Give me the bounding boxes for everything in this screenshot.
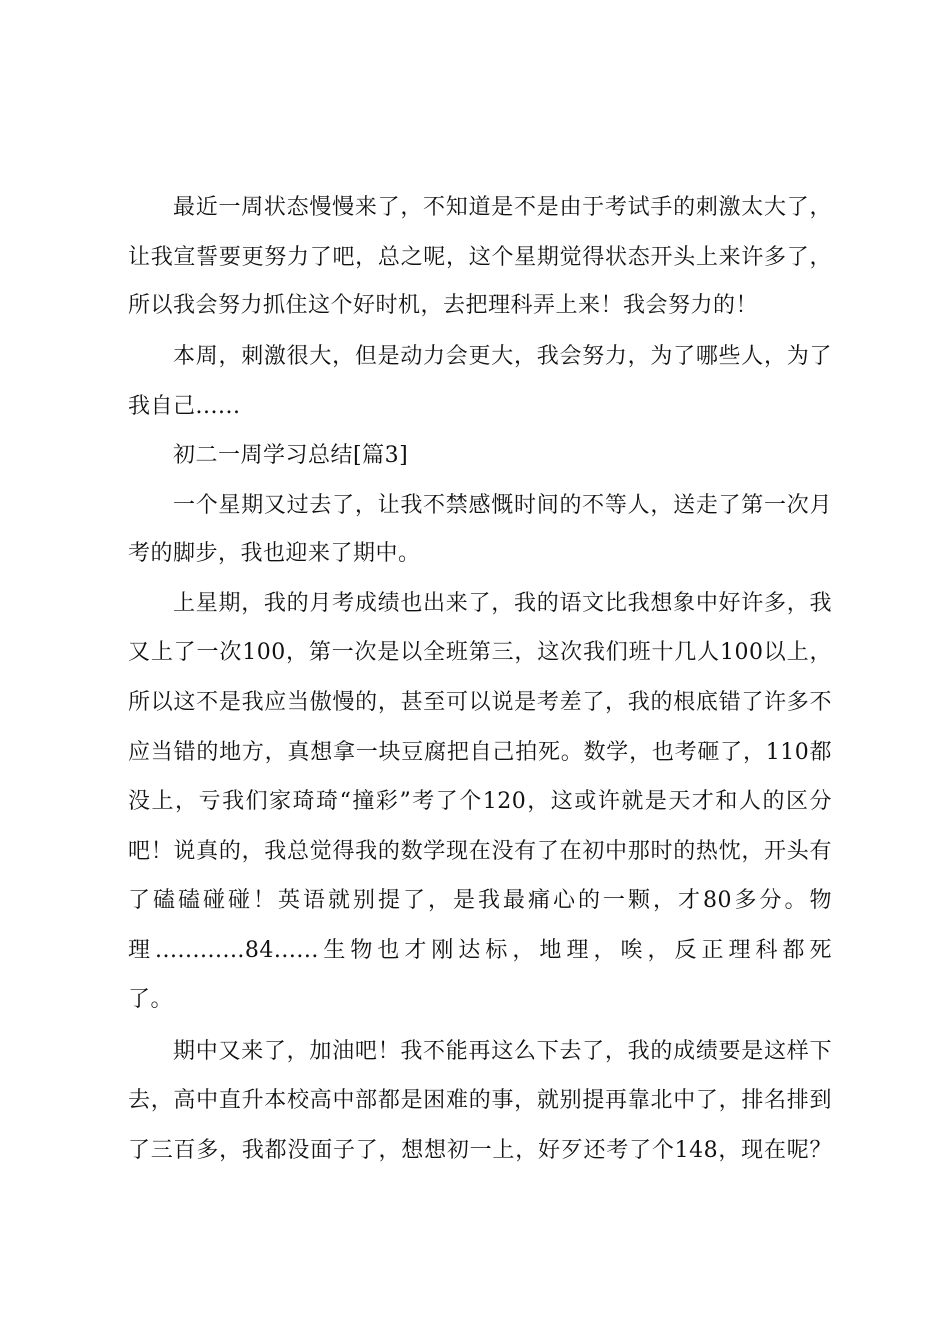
paragraph-2-line-1: 本周，刺激很大，但是动力会更大，我会努力，为了哪些人，为了: [173, 344, 832, 369]
paragraph-5-line-1: 期中又来了，加油吧！我不能再这么下去了，我的成绩要是这样下: [173, 1039, 832, 1064]
paragraph-1-line-3: 所以我会努力抓住这个好时机，去把理科弄上来！我会努力的！: [128, 293, 759, 318]
paragraph-4-line-2: 又上了一次100，第一次是以全班第三，这次我们班十几人100以上，: [128, 640, 832, 665]
paragraph-5-line-2: 去，高中直升本校高中部都是困难的事，就别提再靠北中了，排名排到: [128, 1088, 832, 1113]
paragraph-1-line-2: 让我宣誓要更努力了吧，总之呢，这个星期觉得状态开头上来许多了，: [128, 245, 832, 270]
paragraph-3-line-1: 一个星期又过去了，让我不禁感慨时间的不等人，送走了第一次月: [173, 493, 832, 518]
paragraph-4-line-8: 理............84......生物也才刚达标，地理，唉，反正理科都死: [128, 938, 832, 963]
paragraph-4-line-4: 应当错的地方，真想拿一块豆腐把自己拍死。数学，也考砸了，110都: [128, 740, 832, 765]
paragraph-4-line-9: 了。: [128, 987, 174, 1012]
paragraph-5-line-3: 了三百多，我都没面子了，想想初一上，好歹还考了个148，现在呢？: [128, 1138, 832, 1163]
paragraph-3-line-2: 考的脚步，我也迎来了期中。: [128, 541, 421, 566]
paragraph-1-line-1: 最近一周状态慢慢来了，不知道是不是由于考试手的刺激太大了，: [173, 195, 832, 220]
section-heading: 初二一周学习总结[篇3]: [173, 443, 409, 468]
paragraph-4-line-1: 上星期，我的月考成绩也出来了，我的语文比我想象中好许多，我: [173, 591, 832, 616]
paragraph-4-line-7: 了磕磕碰碰！英语就别提了，是我最痛心的一颗，才80多分。物: [128, 888, 832, 913]
paragraph-4-line-5: 没上，亏我们家琦琦“撞彩”考了个120，这或许就是天才和人的区分: [128, 789, 832, 814]
paragraph-4-line-3: 所以这不是我应当傲慢的，甚至可以说是考差了，我的根底错了许多不: [128, 690, 832, 715]
paragraph-4-line-6: 吧！说真的，我总觉得我的数学现在没有了在初中那时的热忱，开头有: [128, 839, 832, 864]
paragraph-2-line-2: 我自己......: [128, 394, 241, 419]
